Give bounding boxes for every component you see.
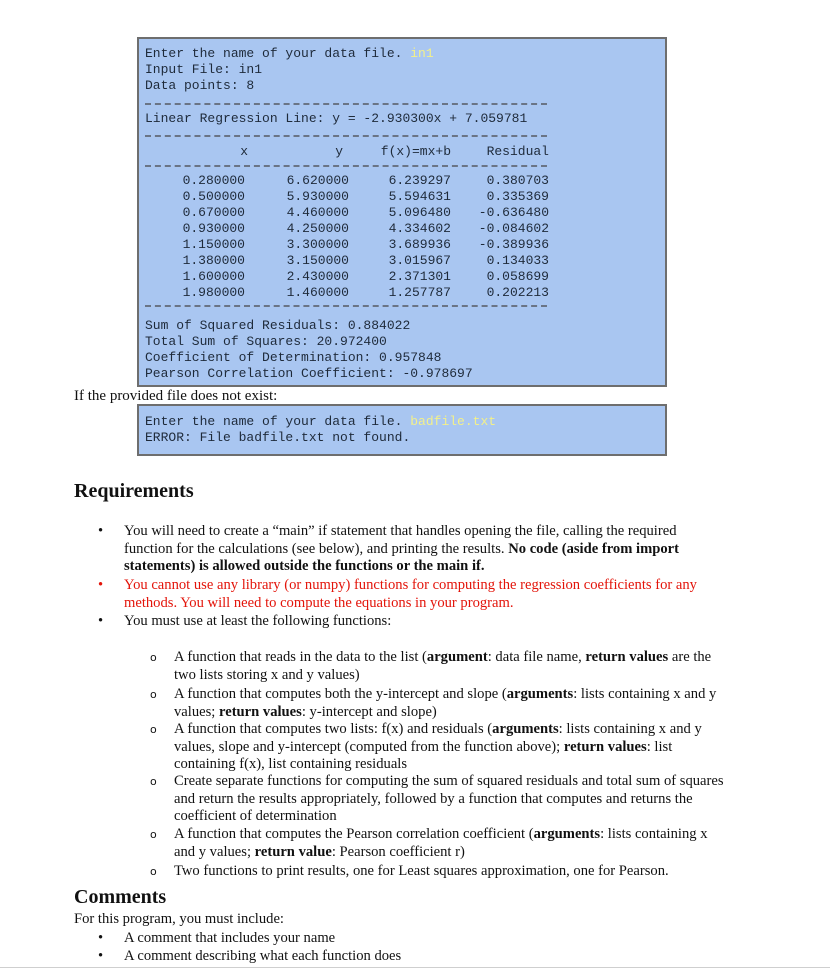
comments-heading: Comments bbox=[74, 886, 167, 908]
table-cell: 5.594631 bbox=[388, 189, 451, 204]
table-cell: 0.930000 bbox=[182, 221, 245, 236]
pearson-line: Pearson Correlation Coefficient: -0.978697 bbox=[145, 366, 473, 381]
requirement-item: • You cannot use any library (or numpy) functions for computing the regression coefficients for any methods. You will need to compute the equations in your program. bbox=[98, 577, 697, 611]
table-cell: 1.150000 bbox=[182, 237, 245, 252]
data-points-line: Data points: 8 bbox=[145, 78, 255, 93]
table-cell: 0.670000 bbox=[182, 205, 245, 220]
table-cell: 6.239297 bbox=[388, 173, 451, 188]
function-requirement: o A function that computes the Pearson correlation coefficient (arguments: lists containing x and y values; return value: Pearson coefficient r) bbox=[150, 826, 708, 860]
table-cell: 0.134033 bbox=[486, 253, 549, 268]
table-cell: 1.257787 bbox=[388, 285, 451, 300]
bullet-icon: • bbox=[98, 930, 104, 946]
ssr-line: Sum of Squared Residuals: 0.884022 bbox=[145, 318, 411, 333]
bullet-icon: • bbox=[98, 523, 104, 539]
comment-item: • A comment describing what each function does bbox=[98, 948, 402, 964]
divider bbox=[145, 305, 547, 307]
cod-line: Coefficient of Determination: 0.957848 bbox=[145, 350, 442, 365]
table-cell: 1.380000 bbox=[182, 253, 245, 268]
table-cell: 5.096480 bbox=[388, 205, 451, 220]
table-cell: 1.460000 bbox=[286, 285, 349, 300]
divider bbox=[145, 135, 547, 137]
header-y: y bbox=[335, 144, 343, 159]
tss-line: Total Sum of Squares: 20.972400 bbox=[145, 334, 387, 349]
circle-bullet-icon: o bbox=[150, 723, 157, 736]
table-cell: 3.150000 bbox=[286, 253, 349, 268]
divider bbox=[145, 103, 547, 105]
table-cell: 1.600000 bbox=[182, 269, 245, 284]
header-residual: Residual bbox=[486, 144, 549, 159]
table-cell: 3.689936 bbox=[388, 237, 451, 252]
table-cell: 4.460000 bbox=[286, 205, 349, 220]
terminal-output-main bbox=[137, 37, 667, 387]
function-requirement: o Two functions to print results, one for Least squares approximation, one for Pearson. bbox=[150, 863, 669, 879]
comment-item: • A comment that includes your name bbox=[98, 930, 336, 946]
divider bbox=[145, 165, 547, 167]
user-input: in1 bbox=[410, 46, 434, 61]
missing-file-label: If the provided file does not exist: bbox=[74, 388, 278, 404]
function-requirement: o Create separate functions for computing the sum of squared residuals and total sum of squares and return the results appropriately, followed by a function that computes and returns the coefficient of determination bbox=[150, 773, 724, 824]
table-cell: -0.084602 bbox=[478, 221, 549, 236]
table-cell: 0.335369 bbox=[486, 189, 549, 204]
regression-line: Linear Regression Line: y = -2.930300x + 7.059781 bbox=[145, 111, 528, 126]
table-cell: 4.250000 bbox=[286, 221, 349, 236]
header-x: x bbox=[240, 144, 248, 159]
table-cell: 0.500000 bbox=[182, 189, 245, 204]
table-cell: 2.371301 bbox=[388, 269, 451, 284]
header-fx: f(x)=mx+b bbox=[380, 144, 451, 159]
function-requirement: o A function that computes both the y-intercept and slope (arguments: lists containing x and y values; return values: y-intercept and slope) bbox=[150, 686, 717, 720]
table-cell: 3.300000 bbox=[286, 237, 349, 252]
circle-bullet-icon: o bbox=[150, 688, 157, 701]
terminal-output-error bbox=[137, 404, 667, 456]
bullet-icon: • bbox=[98, 613, 104, 629]
function-requirement: o A function that computes two lists: f(x) and residuals (arguments: lists containing x and y values, slope and y-intercept (computed from the function above); return values: list containing f(x), list containing residuals bbox=[150, 721, 702, 772]
bullet-icon: • bbox=[98, 577, 104, 593]
prompt-line: Enter the name of your data file. in1 bbox=[145, 46, 434, 61]
table-cell: 0.058699 bbox=[486, 269, 549, 284]
user-input: badfile.txt bbox=[410, 414, 497, 429]
prompt-line: Enter the name of your data file. badfile.txt bbox=[145, 414, 497, 429]
table-cell: 0.280000 bbox=[182, 173, 245, 188]
page-edge bbox=[0, 967, 830, 968]
table-cell: 3.015967 bbox=[388, 253, 451, 268]
table-cell: 6.620000 bbox=[286, 173, 349, 188]
comments-intro: For this program, you must include: bbox=[74, 911, 284, 927]
table-cell: 2.430000 bbox=[286, 269, 349, 284]
table-cell: -0.636480 bbox=[478, 205, 549, 220]
requirement-item: • You will need to create a “main” if statement that handles opening the file, calling the required function for the calculations (see below), and printing the results. No code (aside from import statements) is allowed outside the functions or the main if. bbox=[98, 523, 679, 574]
table-cell: 4.334602 bbox=[388, 221, 451, 236]
circle-bullet-icon: o bbox=[150, 775, 157, 788]
table-cell: 1.980000 bbox=[182, 285, 245, 300]
table-cell: 0.380703 bbox=[486, 173, 549, 188]
table-cell: 5.930000 bbox=[286, 189, 349, 204]
table-cell: 0.202213 bbox=[486, 285, 549, 300]
function-requirement: o A function that reads in the data to the list (argument: data file name, return values are the two lists storing x and y values) bbox=[150, 649, 712, 683]
bullet-icon: • bbox=[98, 948, 104, 964]
table-cell: -0.389936 bbox=[478, 237, 549, 252]
circle-bullet-icon: o bbox=[150, 828, 157, 841]
circle-bullet-icon: o bbox=[150, 651, 157, 664]
input-file-line: Input File: in1 bbox=[145, 62, 263, 77]
requirements-heading: Requirements bbox=[74, 480, 194, 502]
circle-bullet-icon: o bbox=[150, 865, 157, 878]
requirement-item: • You must use at least the following functions: bbox=[98, 613, 392, 629]
error-line: ERROR: File badfile.txt not found. bbox=[145, 430, 411, 445]
